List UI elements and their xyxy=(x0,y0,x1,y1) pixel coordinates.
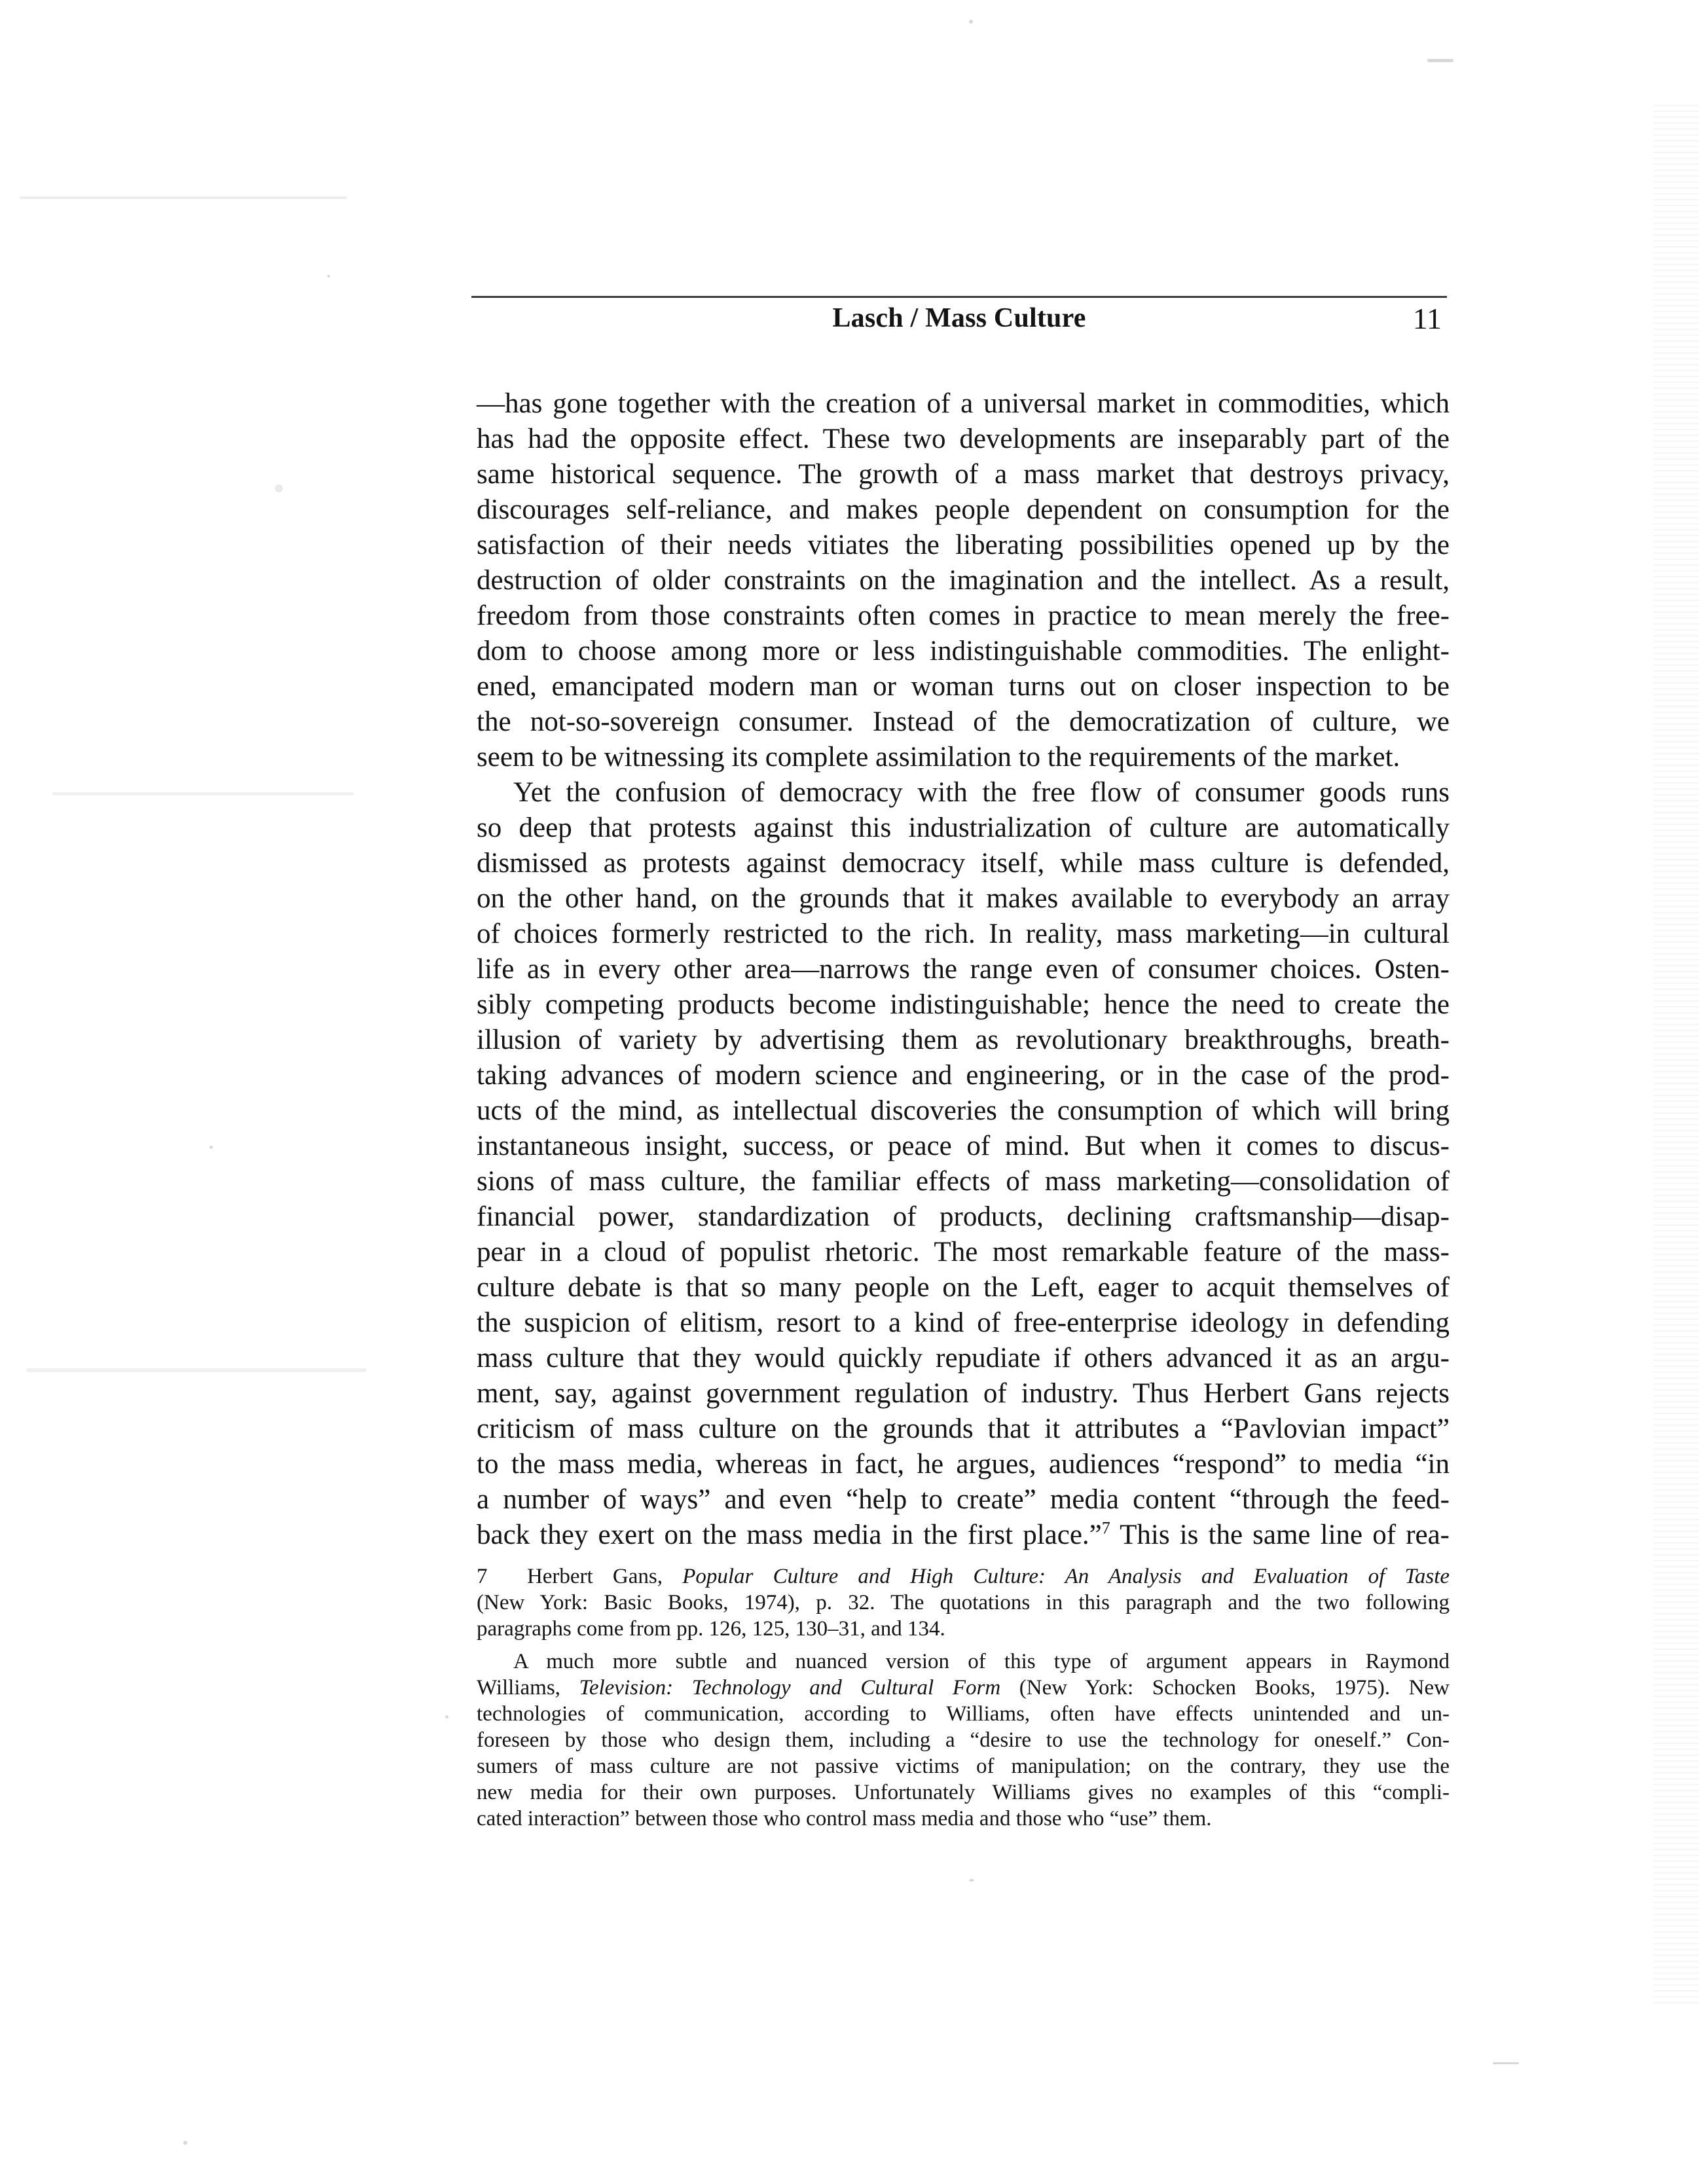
body-line: a number of ways” and even “help to create” media content “through the feed- xyxy=(477,1484,1450,1515)
footnote-7-line: (New York: Basic Books, 1974), p. 32. The quotations in this paragraph and the two following xyxy=(477,1591,1450,1614)
body-line: dismissed as protests against democracy itself, while mass culture is defended, xyxy=(477,848,1450,879)
scan-speck xyxy=(275,484,283,492)
footnote-williams-line: foreseen by those who design them, including a “desire to use the technology for oneself.” Con- xyxy=(477,1728,1450,1752)
footnote-williams-line: A much more subtle and nuanced version of this type of argument appears in Raymond xyxy=(513,1650,1450,1673)
body-line: of choices formerly restricted to the rich. In reality, mass marketing—in cultural xyxy=(477,919,1450,949)
footnote-7-line: paragraphs come from pp. 126, 125, 130–31, and 134. xyxy=(477,1617,945,1641)
footnote-7-line xyxy=(477,1563,1450,1590)
footnotes xyxy=(477,1563,1450,1832)
body-line: so deep that protests against this industrialization of culture are automatically xyxy=(477,812,1450,843)
scan-speck xyxy=(445,1715,448,1719)
body-line: instantaneous insight, success, or peace of mind. But when it comes to discus- xyxy=(477,1131,1450,1161)
body-line: seem to be witnessing its complete assimilation to the requirements of the market. xyxy=(477,742,1400,773)
body-line: sibly competing products become indistinguishable; hence the need to create the xyxy=(477,989,1450,1020)
footnote-text: Williams, xyxy=(477,1676,579,1700)
scan-speck xyxy=(969,20,973,24)
body-line-text: back they exert on the mass media in the first place.” xyxy=(477,1520,1102,1550)
body-line: the not-so-sovereign consumer. Instead of the democratization of culture, we xyxy=(477,706,1450,737)
running-title: Lasch / Mass Culture xyxy=(832,303,1086,333)
footnote-ref-7[interactable]: 7 xyxy=(1101,1518,1110,1538)
body-line: to the mass media, whereas in fact, he argues, audiences “respond” to media “in xyxy=(477,1449,1450,1480)
body-line: pear in a cloud of populist rhetoric. The most remarkable feature of the mass- xyxy=(477,1237,1450,1267)
scan-edge-noise xyxy=(1653,105,1699,2003)
body-line: —has gone together with the creation of a universal market in commodities, which xyxy=(477,388,1450,419)
body-line-paragraph-start: Yet the confusion of democracy with the free flow of consumer goods runs xyxy=(513,777,1450,808)
body-line: ment, say, against government regulation of industry. Thus Herbert Gans rejects xyxy=(477,1378,1450,1409)
body-line: life as in every other area—narrows the range even of consumer choices. Osten- xyxy=(477,954,1450,985)
body-line: mass culture that they would quickly repudiate if others advanced it as an argu- xyxy=(477,1343,1450,1374)
scan-speck xyxy=(969,1879,974,1882)
body-line-text: This is the same line of rea- xyxy=(1110,1520,1450,1550)
body-line: the suspicion of elitism, resort to a kind of free-enterprise ideology in defending xyxy=(477,1307,1450,1338)
body-line: culture debate is that so many people on the Left, eager to acquit themselves of xyxy=(477,1272,1450,1303)
page-number: 11 xyxy=(1412,302,1442,335)
footnote-williams-line: cated interaction” between those who control mass media and those who “use” them. xyxy=(477,1807,1212,1830)
body-line: criticism of mass culture on the grounds that it attributes a “Pavlovian impact” xyxy=(477,1413,1450,1444)
body-line: discourages self-reliance, and makes people dependent on consumption for the xyxy=(477,494,1450,525)
footnote-williams-line xyxy=(477,1675,1450,1701)
scan-speck xyxy=(183,2141,187,2145)
scan-speck xyxy=(210,1146,213,1149)
body-line: destruction of older constraints on the imagination and the intellect. As a result, xyxy=(477,565,1450,596)
footnote-book-title: Popular Culture and High Culture: An Analysis and Evaluation of Taste xyxy=(682,1565,1450,1588)
body-line-with-footnote-ref xyxy=(477,1518,1450,1553)
footnote-williams-line: new media for their own purposes. Unfortunately Williams gives no examples of this “compli- xyxy=(477,1781,1450,1804)
body-line: freedom from those constraints often comes in practice to mean merely the free- xyxy=(477,600,1450,631)
scan-speck xyxy=(1427,59,1453,62)
footnote-williams-line: sumers of mass culture are not passive victims of manipulation; on the contrary, they use the xyxy=(477,1755,1450,1778)
footnote-book-title: Television: Technology and Cultural Form xyxy=(579,1676,1001,1700)
footnote-number: 7 xyxy=(477,1565,488,1588)
body-line: on the other hand, on the grounds that it makes available to everybody an array xyxy=(477,883,1450,914)
running-head xyxy=(471,302,1447,342)
footnote-text: (New York: Schocken Books, 1975). New xyxy=(1000,1676,1450,1700)
footnote-williams-line: technologies of communication, according to Williams, often have effects unintended and un- xyxy=(477,1702,1450,1726)
body-line: ened, emancipated modern man or woman turns out on closer inspection to be xyxy=(477,671,1450,702)
body-line: has had the opposite effect. These two developments are inseparably part of the xyxy=(477,424,1450,454)
scan-speck xyxy=(26,1368,367,1372)
body-line: taking advances of modern science and engineering, or in the case of the prod- xyxy=(477,1060,1450,1091)
scan-speck xyxy=(52,792,354,795)
body-line: illusion of variety by advertising them as revolutionary breakthroughs, breath- xyxy=(477,1025,1450,1055)
scan-speck xyxy=(20,196,347,199)
body-line: same historical sequence. The growth of a mass market that destroys privacy, xyxy=(477,459,1450,490)
body-line: satisfaction of their needs vitiates the liberating possibilities opened up by the xyxy=(477,530,1450,560)
body-line: financial power, standardization of products, declining craftsmanship—disap- xyxy=(477,1201,1450,1232)
body-text xyxy=(477,386,1450,1553)
header-rule xyxy=(471,296,1447,298)
scan-speck xyxy=(1493,2062,1519,2064)
body-line: ucts of the mind, as intellectual discoveries the consumption of which will bring xyxy=(477,1095,1450,1126)
body-line: dom to choose among more or less indistinguishable commodities. The enlight- xyxy=(477,636,1450,666)
footnote-text: Herbert Gans, xyxy=(526,1565,683,1588)
body-line: sions of mass culture, the familiar effects of mass marketing—consolidation of xyxy=(477,1166,1450,1197)
scan-speck xyxy=(327,275,330,278)
footnote-gap xyxy=(477,1642,1450,1648)
